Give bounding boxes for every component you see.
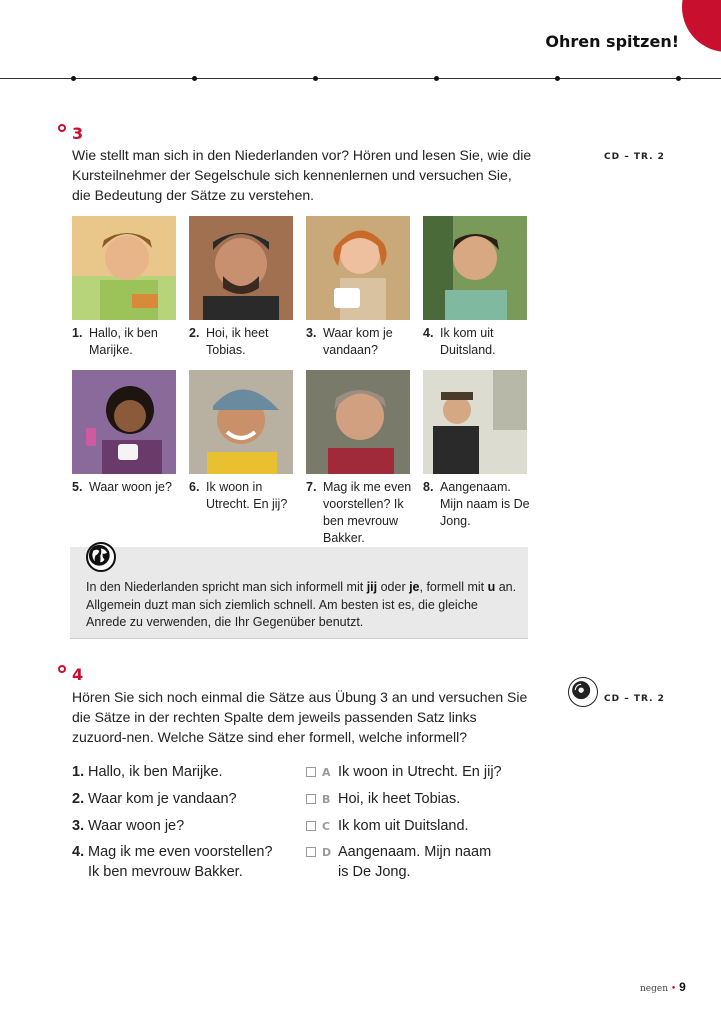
caption-item: 4. Ik kom uit Duitsland. <box>423 326 496 357</box>
exercise-4-number: 4 <box>72 665 84 684</box>
caption-item: 5. Waar woon je? <box>72 480 172 494</box>
exercise-3-instruction: Wie stellt man sich in den Niederlanden vor? Hören und lesen Sie, wie die Kursteilnehmer der Segelschule sich kennenlernen und versuchen Sie, die Bedeutung der Sätze zu verstehen. <box>72 147 532 203</box>
page-number: 9 <box>679 980 686 994</box>
rule-dot <box>313 76 318 81</box>
match-left-item: 4. Mag ik me even voorstellen? Ik ben mevrouw Bakker. <box>72 844 273 880</box>
page-footer: negen • 9 <box>640 980 686 994</box>
photo-marijke <box>72 216 176 320</box>
caption-item: 7. Mag ik me even voorstellen? Ik ben mevrouw Bakker. <box>306 480 412 545</box>
info-text: In den Niederlanden spricht man sich informell mit jij oder je, formell mit u an. Allgemein duzt man sich ziemlich schnell. Am besten ist es, die gleiche Anrede zu verwenden, die Ihr Gegenüber benutzt. <box>86 580 517 629</box>
answer-checkbox[interactable] <box>306 821 316 831</box>
exercise-3-number: 3 <box>72 124 84 143</box>
photo-tobias <box>189 216 293 320</box>
exercise-marker-icon <box>58 124 66 132</box>
answer-checkbox[interactable] <box>306 767 316 777</box>
match-left-item: 1. Hallo, ik ben Marijke. <box>72 764 223 780</box>
photo-man-cap <box>189 370 293 474</box>
match-left-item: 3. Waar woon je? <box>72 818 185 834</box>
caption-item: 6. Ik woon in Utrecht. En jij? <box>189 480 288 511</box>
exercise-4-instruction: Hören Sie sich noch einmal die Sätze aus Übung 3 an und versuchen Sie die Sätze in der rechten Spalte dem jeweils passenden Satz links zuzuord-nen. Welche Sätze sind eher formell, welche informell? <box>72 689 528 745</box>
answer-checkbox[interactable] <box>306 847 316 857</box>
caption-item: 3. Waar kom je vandaan? <box>306 326 393 357</box>
photo-woman-cup <box>306 216 410 320</box>
exercise-4-cd-label: CD – TR. 2 <box>604 694 665 704</box>
caption-item: 2. Hoi, ik heet Tobias. <box>189 326 269 357</box>
caption-item: 8. Aangenaam. Mijn naam is De Jong. <box>423 480 530 528</box>
page-title: Ohren spitzen! <box>545 32 679 51</box>
photo-older-man <box>423 370 527 474</box>
rule-dot <box>676 76 681 81</box>
answer-checkbox[interactable] <box>306 794 316 804</box>
header-rule <box>0 78 721 79</box>
exercise-marker-icon <box>58 665 66 673</box>
rule-dot <box>434 76 439 81</box>
match-left-item: 2. Waar kom je vandaan? <box>72 791 237 807</box>
rule-dot <box>192 76 197 81</box>
caption-item: 1. Hallo, ik ben Marijke. <box>72 326 158 357</box>
globe-icon <box>86 542 116 572</box>
rule-dot <box>71 76 76 81</box>
cd-icon <box>568 677 598 707</box>
photo-woman-phone <box>72 370 176 474</box>
exercise-3-cd-label: CD – TR. 2 <box>604 152 665 162</box>
rule-dot <box>555 76 560 81</box>
corner-accent-circle <box>682 0 721 52</box>
photo-older-woman <box>306 370 410 474</box>
photo-man-park <box>423 216 527 320</box>
